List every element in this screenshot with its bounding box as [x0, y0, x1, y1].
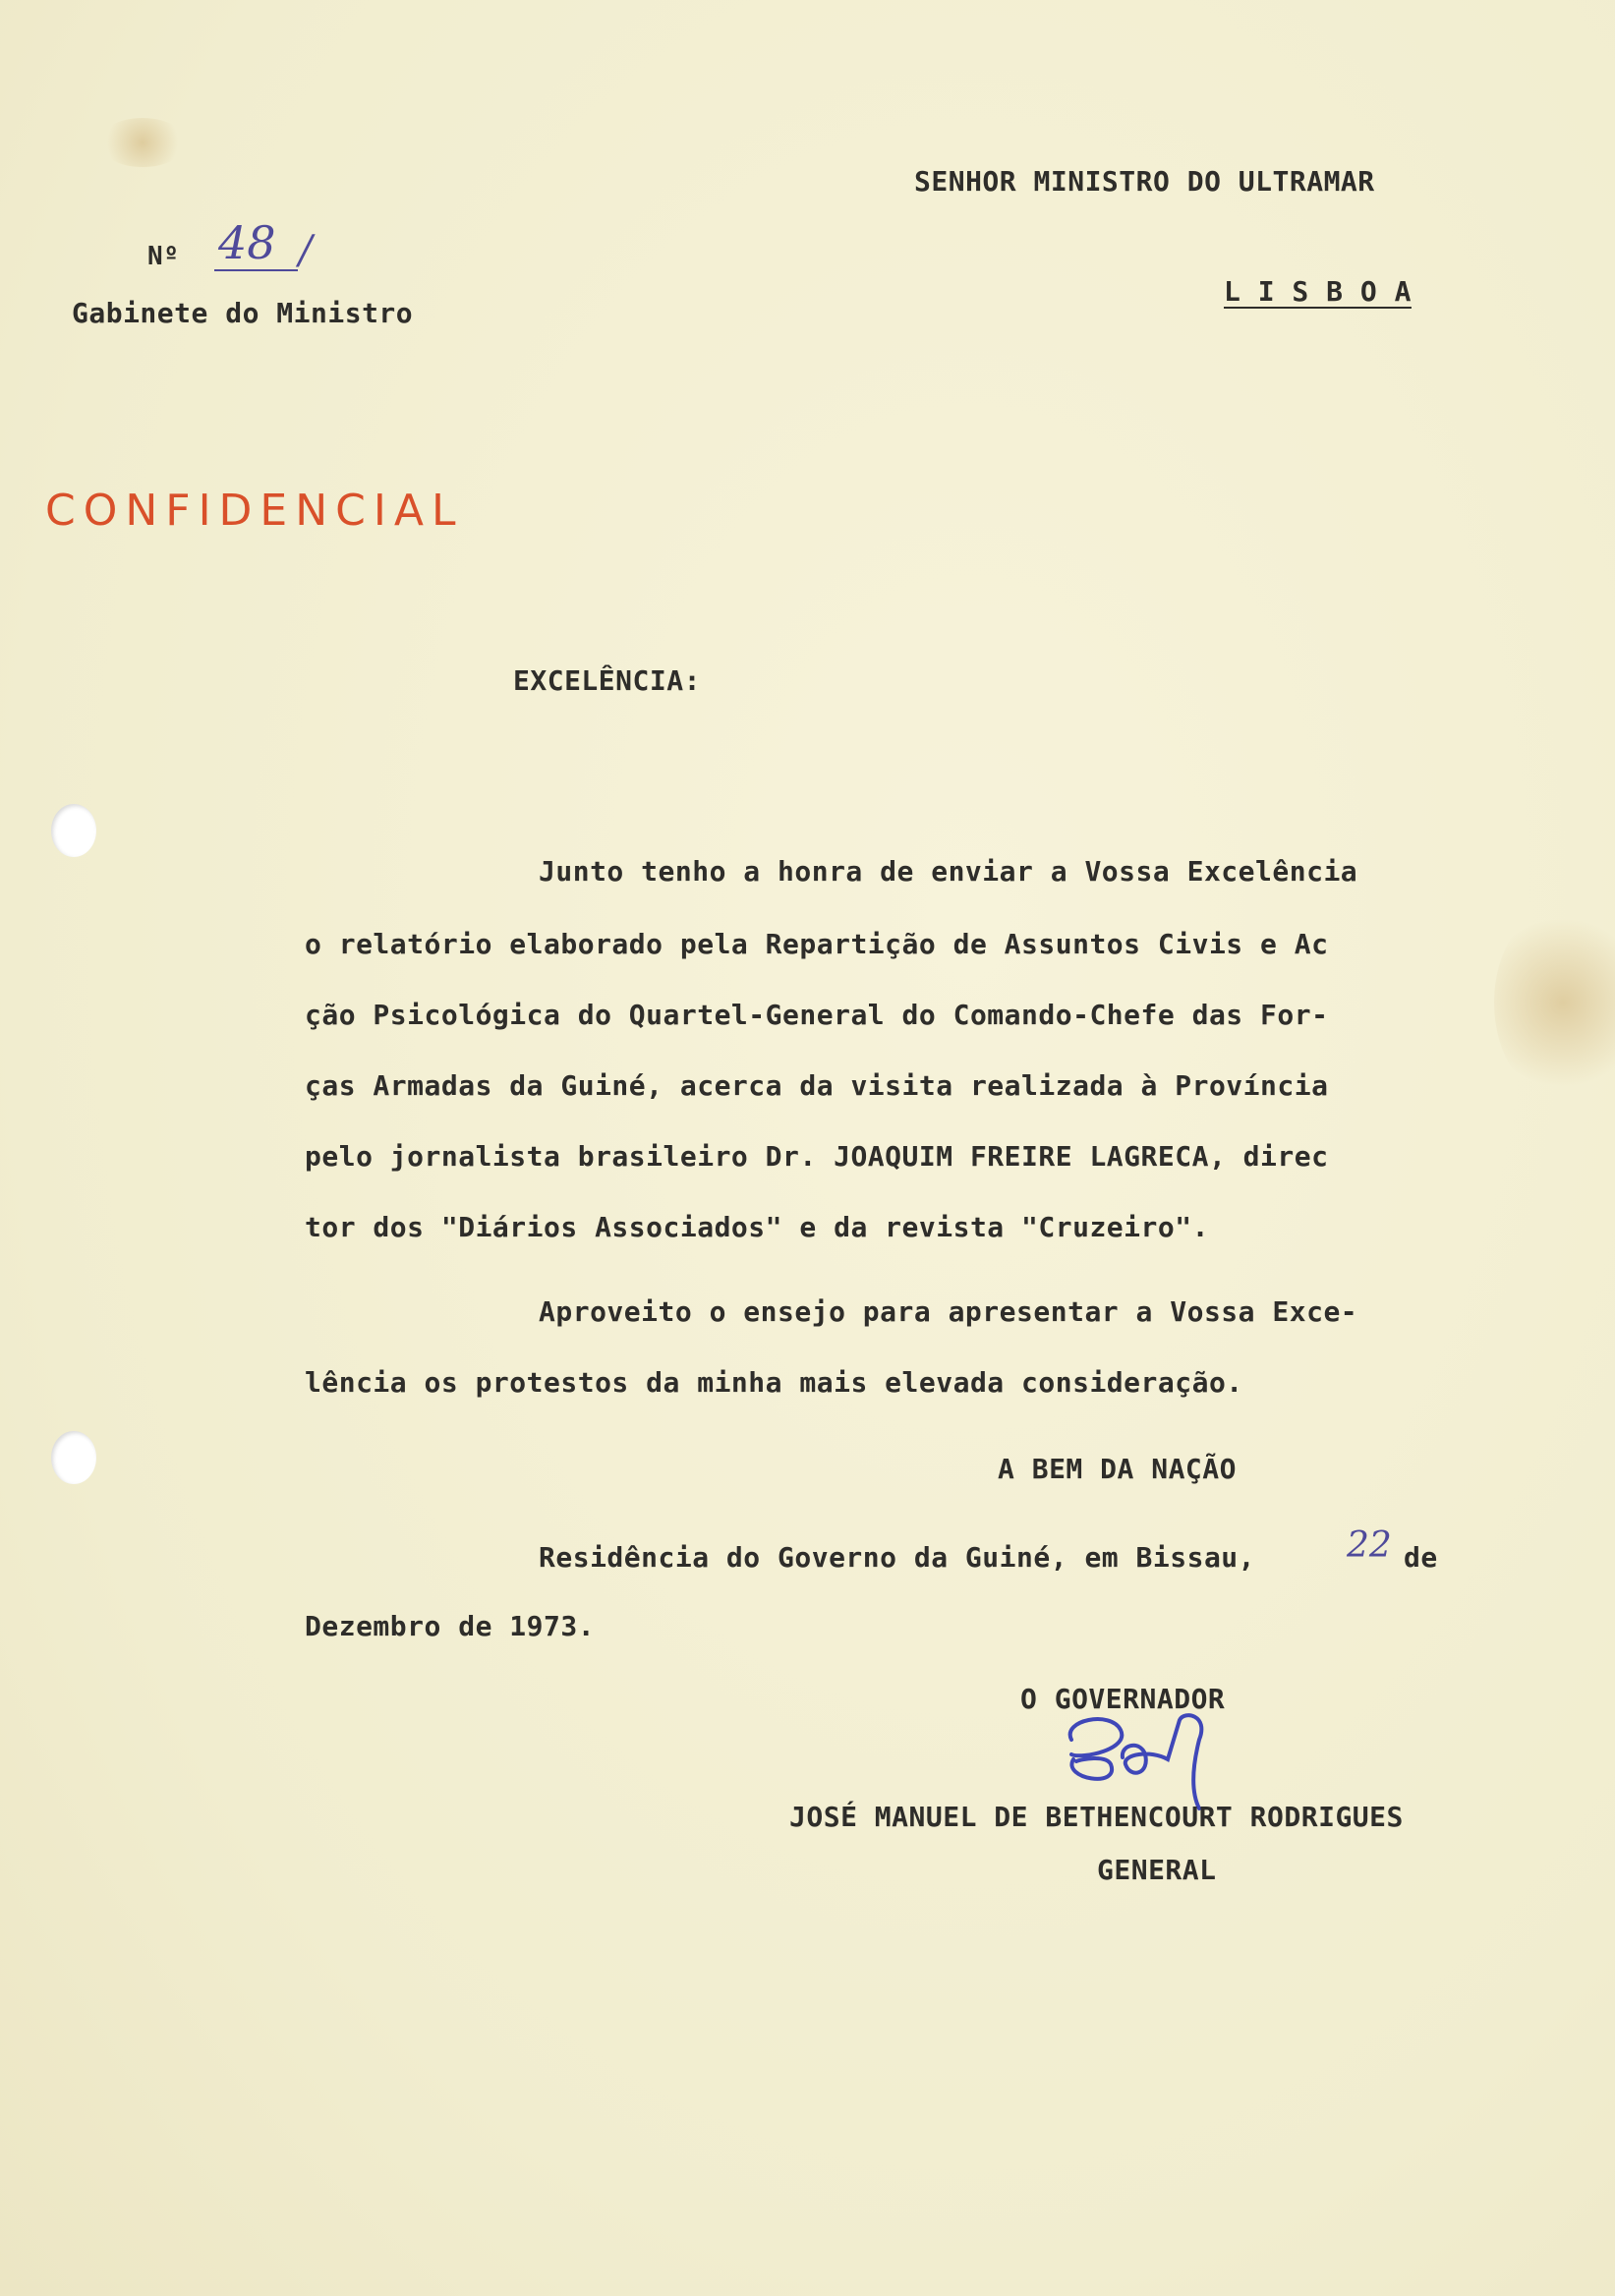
- body-line: o relatório elaborado pela Repartição de Assuntos Civis e Ac: [305, 928, 1329, 960]
- signatory-title: O GOVERNADOR: [1020, 1683, 1226, 1715]
- paper-stain: [98, 118, 187, 167]
- number-handwritten: 48: [214, 216, 298, 271]
- place-line-suffix: de: [1404, 1541, 1438, 1574]
- signatory-rank: GENERAL: [1097, 1854, 1217, 1886]
- punch-hole-top: [51, 804, 96, 857]
- recipient-line: SENHOR MINISTRO DO ULTRAMAR: [914, 165, 1375, 198]
- body-line: Aproveito o ensejo para apresentar a Vossa Exce-: [539, 1295, 1358, 1328]
- body-line: lência os protestos da minha mais elevada consideração.: [305, 1366, 1243, 1399]
- closing-motto: A BEM DA NAÇÃO: [998, 1453, 1238, 1485]
- place-line-prefix: Residência do Governo da Guiné, em Bissau,: [539, 1541, 1256, 1574]
- body-line: ção Psicológica do Quartel-General do Comando-Chefe das For-: [305, 999, 1329, 1031]
- body-line: tor dos "Diários Associados" e da revista "Cruzeiro".: [305, 1211, 1209, 1243]
- number-label: Nº: [147, 242, 180, 271]
- body-line: ças Armadas da Guiné, acerca da visita realizada à Província: [305, 1069, 1329, 1102]
- confidential-stamp: CONFIDENCIAL: [45, 486, 464, 536]
- date-line: Dezembro de 1973.: [305, 1610, 596, 1642]
- body-line: Junto tenho a honra de enviar a Vossa Excelência: [539, 855, 1358, 888]
- recipient-city: L I S B O A: [1224, 275, 1412, 308]
- number-slash: /: [299, 228, 313, 273]
- body-line: pelo jornalista brasileiro Dr. JOAQUIM FREIRE LAGRECA, direc: [305, 1140, 1329, 1173]
- signatory-name: JOSÉ MANUEL DE BETHENCOURT RODRIGUES: [789, 1801, 1404, 1833]
- office-name: Gabinete do Ministro: [72, 297, 414, 329]
- date-day-handwritten: 22: [1347, 1525, 1392, 1566]
- punch-hole-bottom: [51, 1431, 96, 1484]
- salutation: EXCELÊNCIA:: [513, 664, 701, 697]
- paper-stain: [1494, 904, 1615, 1101]
